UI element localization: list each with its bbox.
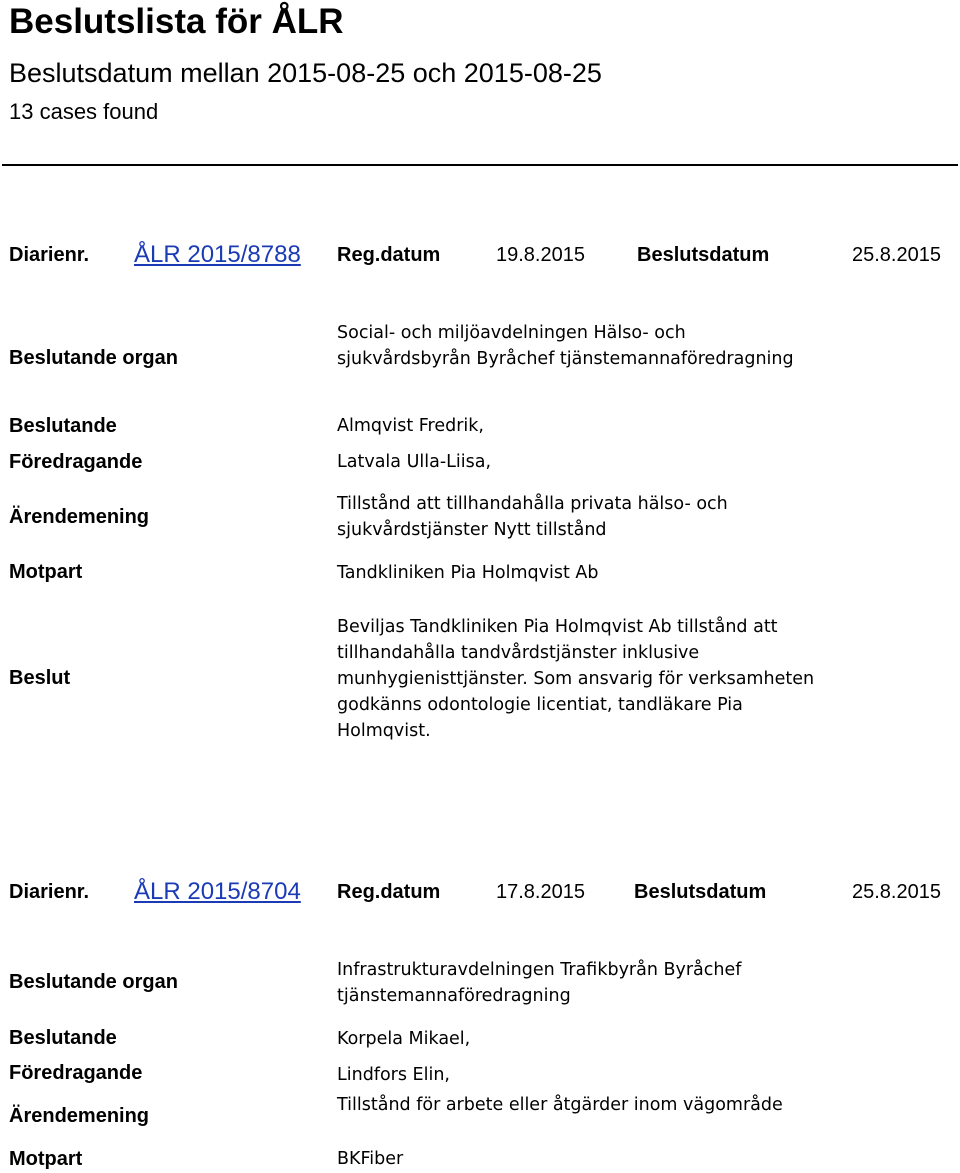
arendemening-label: Ärendemening	[9, 506, 150, 528]
diarienr-label: Diarienr.	[9, 881, 90, 903]
beslutande-label: Beslutande	[9, 1027, 117, 1049]
beslutande-organ-value: Social- och miljöavdelningen Hälso- och sjukvårdsbyrån Byråchef tjänstemannaföredragning	[337, 323, 794, 369]
beslutande-organ-label: Beslutande organ	[9, 971, 178, 993]
beslutsdatum-label: Beslutsdatum	[634, 881, 767, 903]
page-title: Beslutslista för ÅLR	[9, 2, 344, 41]
regdatum-label: Reg.datum	[337, 244, 441, 266]
beslutande-organ-label: Beslutande organ	[9, 347, 178, 369]
beslutande-value: Korpela Mikael,	[337, 1029, 471, 1049]
case-count: 13 cases found	[9, 99, 159, 124]
header-divider	[2, 164, 958, 166]
regdatum-value: 19.8.2015	[496, 244, 585, 266]
arendemening-value: Tillstånd för arbete eller åtgärder inom vägområde	[337, 1095, 783, 1115]
beslutsdatum-label: Beslutsdatum	[637, 244, 770, 266]
regdatum-label: Reg.datum	[337, 881, 441, 903]
diarienr-link[interactable]: ÅLR 2015/8788	[134, 241, 301, 268]
beslut-label: Beslut	[9, 667, 71, 689]
beslutande-label: Beslutande	[9, 415, 117, 437]
motpart-label: Motpart	[9, 561, 83, 583]
foredragande-label: Föredragande	[9, 1062, 143, 1084]
foredragande-value: Lindfors Elin,	[337, 1065, 450, 1085]
regdatum-value: 17.8.2015	[496, 881, 585, 903]
beslutsdatum-value: 25.8.2015	[852, 244, 941, 266]
beslutande-organ-value: Infrastrukturavdelningen Trafikbyrån Byråchef tjänstemannaföredragning	[337, 960, 742, 1006]
arendemening-value: Tillstånd att tillhandahålla privata hälso- och sjukvårdstjänster Nytt tillstånd	[337, 494, 728, 540]
page-subtitle: Beslutsdatum mellan 2015-08-25 och 2015-08-25	[9, 58, 602, 88]
diarienr-link[interactable]: ÅLR 2015/8704	[134, 878, 301, 905]
beslutande-value: Almqvist Fredrik,	[337, 416, 484, 436]
motpart-value: BKFiber	[337, 1149, 404, 1169]
diarienr-label: Diarienr.	[9, 244, 90, 266]
motpart-label: Motpart	[9, 1148, 83, 1170]
foredragande-value: Latvala Ulla-Liisa,	[337, 452, 492, 472]
beslut-value: Beviljas Tandkliniken Pia Holmqvist Ab tillstånd att tillhandahålla tandvårdstjänster inklusive munhygienisttjänster. Som ansvarig för verksamheten godkänns odontologie licentiat, tandläkare Pia Holmqvist.	[337, 617, 815, 741]
beslutsdatum-value: 25.8.2015	[852, 881, 941, 903]
foredragande-label: Föredragande	[9, 451, 143, 473]
arendemening-label: Ärendemening	[9, 1105, 150, 1127]
motpart-value: Tandkliniken Pia Holmqvist Ab	[337, 563, 599, 583]
